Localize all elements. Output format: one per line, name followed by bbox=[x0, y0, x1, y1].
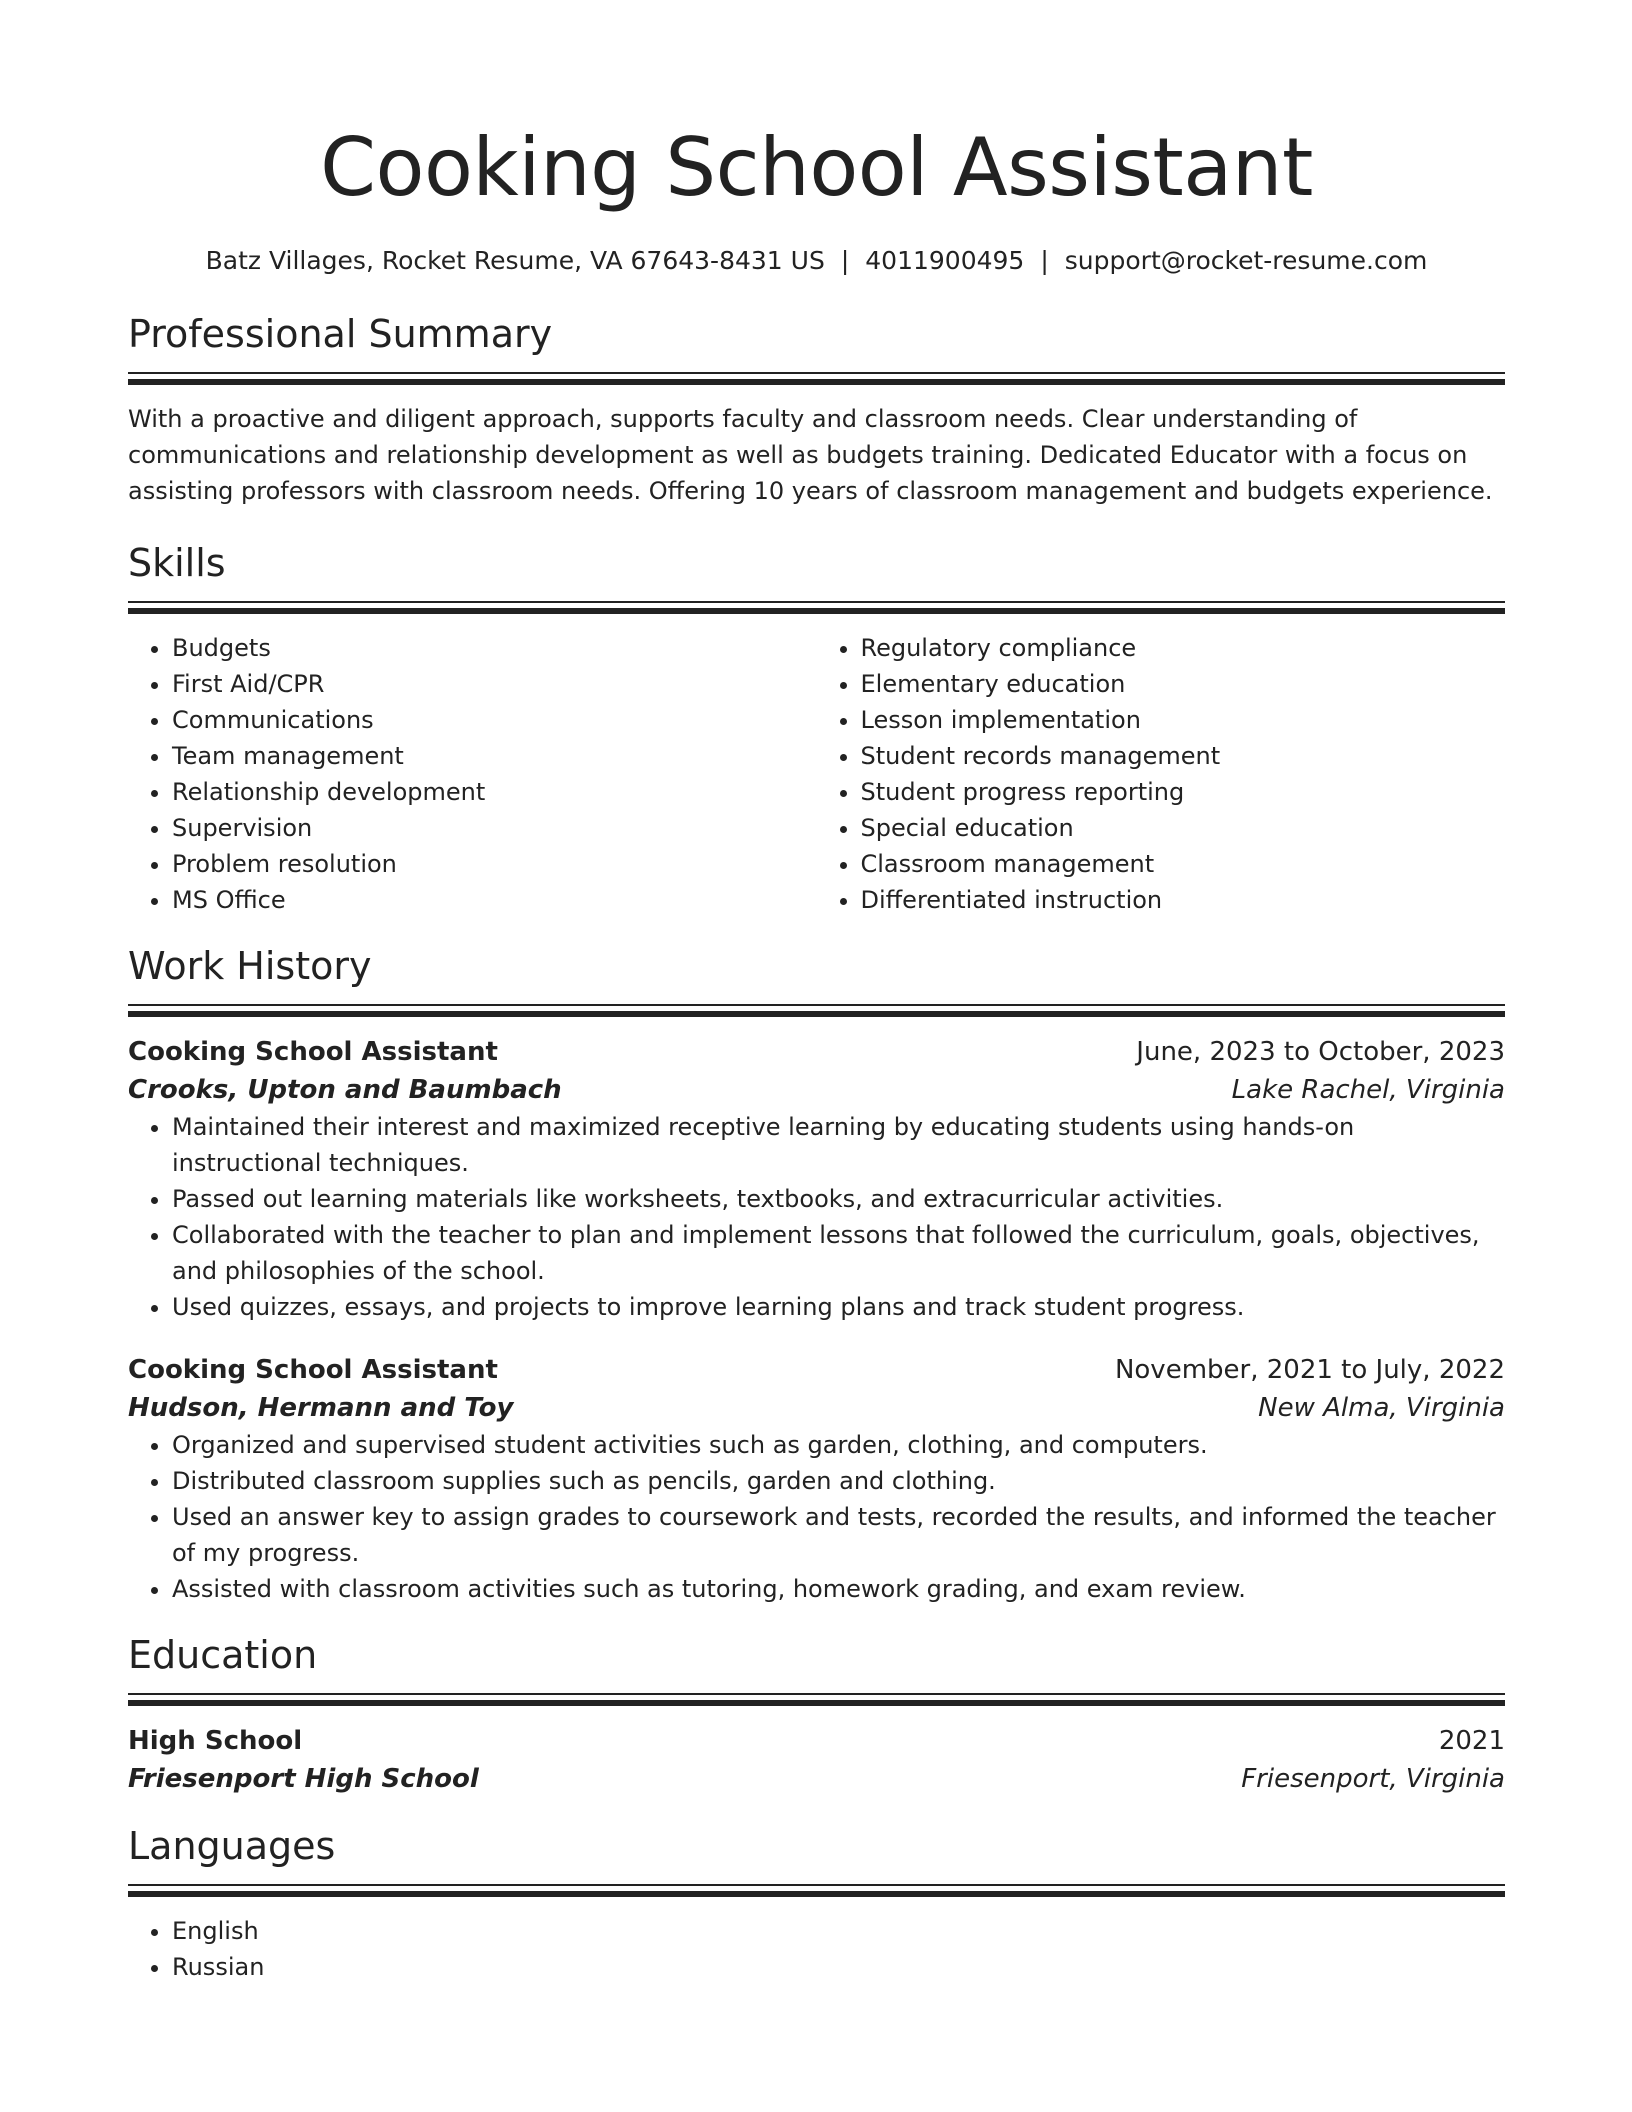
job-bullet: • Assisted with classroom activities such as tutoring, homework grading, and exam review. bbox=[172, 1571, 1505, 1607]
job-company: Crooks, Upton and Baumbach bbox=[128, 1075, 562, 1105]
section-title-skills: Skills bbox=[128, 541, 226, 585]
language-item: • Russian bbox=[172, 1949, 1505, 1985]
skill-item: • Team management bbox=[172, 738, 817, 774]
education-school: Friesenport High School bbox=[128, 1764, 479, 1794]
contact-line bbox=[128, 244, 1505, 278]
skills-grid bbox=[128, 630, 1505, 918]
job-title: Cooking School Assistant bbox=[128, 1355, 498, 1385]
work-section bbox=[128, 942, 1505, 1607]
skill-item: • Student records management bbox=[861, 738, 1506, 774]
skill-item: • Elementary education bbox=[861, 666, 1506, 702]
skill-item: • First Aid/CPR bbox=[172, 666, 817, 702]
languages-list bbox=[128, 1913, 1505, 1985]
skill-item: • Student progress reporting bbox=[861, 774, 1506, 810]
skills-section bbox=[128, 539, 1505, 918]
contact-separator: | bbox=[840, 246, 850, 275]
section-title-work: Work History bbox=[128, 944, 372, 988]
education-entry bbox=[128, 1722, 1505, 1798]
contact-separator: | bbox=[1040, 246, 1049, 275]
skill-item: • Differentiated instruction bbox=[861, 882, 1506, 918]
job-bullet: • Maintained their interest and maximized receptive learning by educating students using hands-on instructional techniques. bbox=[172, 1109, 1505, 1181]
job-bullet: • Collaborated with the teacher to plan and implement lessons that followed the curriculum, goals, objectives, and philosophies of the school. bbox=[172, 1217, 1505, 1289]
job-dates: June, 2023 to October, 2023 bbox=[1136, 1037, 1505, 1067]
job-subheader bbox=[128, 1389, 1505, 1427]
job-header bbox=[128, 1351, 1505, 1389]
contact-address: Batz Villages, Rocket Resume, VA 67643-8431 US bbox=[205, 246, 825, 275]
skills-list-left bbox=[128, 630, 817, 918]
job-bullet: • Passed out learning materials like worksheets, textbooks, and extracurricular activities. bbox=[172, 1181, 1505, 1217]
job-bullet: • Used quizzes, essays, and projects to improve learning plans and track student progress. bbox=[172, 1289, 1505, 1325]
skill-item: • Supervision bbox=[172, 810, 817, 846]
job-company: Hudson, Hermann and Toy bbox=[128, 1393, 514, 1423]
section-divider bbox=[128, 1884, 1505, 1897]
section-divider bbox=[128, 1004, 1505, 1017]
job-title: Cooking School Assistant bbox=[128, 1037, 498, 1067]
skill-item: • Special education bbox=[861, 810, 1506, 846]
contact-email[interactable]: support@rocket-resume.com bbox=[1064, 246, 1428, 275]
section-title-languages: Languages bbox=[128, 1824, 336, 1868]
skill-item: • Regulatory compliance bbox=[861, 630, 1506, 666]
summary-section bbox=[128, 310, 1505, 509]
skill-item: • Lesson implementation bbox=[861, 702, 1506, 738]
education-location: Friesenport, Virginia bbox=[1241, 1764, 1505, 1794]
job-header bbox=[128, 1033, 1505, 1071]
language-item: • English bbox=[172, 1913, 1505, 1949]
section-divider bbox=[128, 372, 1505, 385]
job-location: New Alma, Virginia bbox=[1258, 1393, 1505, 1423]
skill-item: • Problem resolution bbox=[172, 846, 817, 882]
skill-item: • Budgets bbox=[172, 630, 817, 666]
section-divider bbox=[128, 1693, 1505, 1706]
job-dates: November, 2021 to July, 2022 bbox=[1114, 1355, 1505, 1385]
resume-name: Cooking School Assistant bbox=[320, 121, 1313, 214]
job-subheader bbox=[128, 1071, 1505, 1109]
education-section bbox=[128, 1631, 1505, 1798]
job-entry bbox=[128, 1033, 1505, 1325]
education-subheader bbox=[128, 1760, 1505, 1798]
contact-phone: 4011900495 bbox=[865, 246, 1025, 275]
summary-text: With a proactive and diligent approach, supports faculty and classroom needs. Clear understanding of communications and relationship development as well as budgets training. Dedicated Educator with a focus on assisting professors with classroom needs. Offering 10 years of classroom management and budgets experience. bbox=[128, 405, 1493, 505]
section-title-education: Education bbox=[128, 1633, 318, 1677]
skill-item: • Relationship development bbox=[172, 774, 817, 810]
education-degree: High School bbox=[128, 1726, 303, 1756]
skill-item: • Communications bbox=[172, 702, 817, 738]
section-divider bbox=[128, 601, 1505, 614]
job-bullets bbox=[128, 1427, 1505, 1607]
section-title-summary: Professional Summary bbox=[128, 312, 553, 356]
job-bullet: • Organized and supervised student activities such as garden, clothing, and computers. bbox=[172, 1427, 1505, 1463]
education-year: 2021 bbox=[1438, 1726, 1505, 1756]
skill-item: • Classroom management bbox=[861, 846, 1506, 882]
job-location: Lake Rachel, Virginia bbox=[1231, 1075, 1505, 1105]
skill-item: • MS Office bbox=[172, 882, 817, 918]
skills-list-right bbox=[817, 630, 1506, 918]
job-bullets bbox=[128, 1109, 1505, 1325]
languages-section bbox=[128, 1822, 1505, 1985]
job-entry bbox=[128, 1351, 1505, 1607]
job-bullet: • Used an answer key to assign grades to coursework and tests, recorded the results, and informed the teacher of my progress. bbox=[172, 1499, 1505, 1571]
education-header bbox=[128, 1722, 1505, 1760]
job-bullet: • Distributed classroom supplies such as pencils, garden and clothing. bbox=[172, 1463, 1505, 1499]
